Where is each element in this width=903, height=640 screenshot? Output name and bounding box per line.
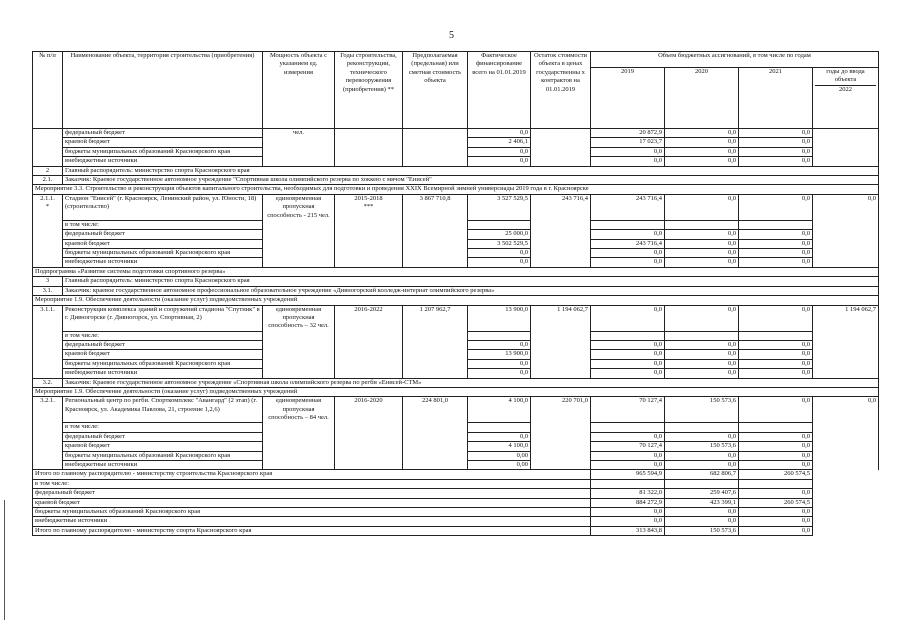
cell-2019: 313 843,8 xyxy=(591,526,665,535)
object-remaining: 220 701,0 xyxy=(531,397,591,470)
cell-2020: 150 573,6 xyxy=(665,526,739,535)
section-row xyxy=(33,277,879,286)
object-years: 2016-2022 xyxy=(335,305,403,378)
object-number: 3.1.1. xyxy=(33,305,63,378)
cell-2020 xyxy=(665,479,739,488)
section-title: Главный распорядитель: министерство спорта Красноярского края xyxy=(63,277,879,286)
object-row xyxy=(33,305,879,331)
cell-actual: 0,0 xyxy=(468,258,531,267)
cell-2019: 0,0 xyxy=(591,249,665,258)
section-number: 2 xyxy=(33,166,63,175)
cell-2020: 0,0 xyxy=(665,451,739,460)
section-number: 3.2. xyxy=(33,378,63,387)
cell-2021: 0,0 xyxy=(739,359,813,368)
cell-2020: 0,0 xyxy=(665,239,739,248)
cell-2020: 0,0 xyxy=(665,305,739,331)
object-number-text: 2.1.1. xyxy=(40,194,55,202)
row-label: федеральный бюджет xyxy=(63,340,263,349)
binding-margin-line xyxy=(4,500,5,620)
object-capacity: единовременная пропускная способность - 215 чел. xyxy=(263,194,335,267)
object-cost: 1 207 962,7 xyxy=(403,305,468,378)
row-label: внебюджетные источники xyxy=(63,258,263,267)
header-year-2022: 2022 xyxy=(839,85,852,93)
cell-2020: 0,0 xyxy=(665,359,739,368)
cell-2021: 0,0 xyxy=(739,508,813,517)
section-row xyxy=(33,166,879,175)
object-cost: 3 867 710,8 xyxy=(403,194,468,267)
object-years-text: 2015-2018 xyxy=(354,194,383,202)
measure-title: Мероприятие 1.9. Обеспечение деятельности (оказание услуг) подведомственных учреждений xyxy=(33,296,879,305)
cell-2020: 0,0 xyxy=(665,258,739,267)
section-row xyxy=(33,286,879,295)
row-label: в том числе: xyxy=(63,331,263,340)
totals-row xyxy=(33,489,879,498)
budget-allocation-table xyxy=(32,51,879,536)
cell-2019 xyxy=(591,423,665,432)
measure-row xyxy=(33,296,879,305)
cell-2021: 0,0 xyxy=(739,442,813,451)
object-capacity: единовременная пропускная способность – 32 чел. xyxy=(263,305,335,378)
cell-actual: 2 406,1 xyxy=(468,138,531,147)
row-label: бюджеты муниципальных образований Красноярского края xyxy=(63,147,263,156)
cell-2021: 0,0 xyxy=(739,157,813,166)
cell-2019 xyxy=(591,331,665,340)
cell-2019: 70 127,4 xyxy=(591,397,665,423)
row-label: краевой бюджет xyxy=(63,239,263,248)
row-label: краевой бюджет xyxy=(63,350,263,359)
object-cost: 224 801,0 xyxy=(403,397,468,470)
section-number: 3 xyxy=(33,277,63,286)
cell-actual: 3 527 529,5 xyxy=(468,194,531,220)
table-header-row xyxy=(33,52,879,68)
cell-2021: 0,0 xyxy=(739,451,813,460)
section-title: Заказчик: краевое государственное автономное профессиональное образовательное учреждение «Дивногорский колледж-интернат олимпийского резерва» xyxy=(63,286,879,295)
cell-2019: 0,0 xyxy=(591,340,665,349)
section-number: 2.1. xyxy=(33,176,63,185)
section-row xyxy=(33,176,879,185)
cell-2019: 20 872,9 xyxy=(591,129,665,138)
cell-2021: 0,0 xyxy=(739,305,813,331)
object-number xyxy=(33,194,63,267)
measure-row xyxy=(33,185,879,194)
row-label: в том числе: xyxy=(63,423,263,432)
cell-actual: 0,0 xyxy=(468,129,531,138)
cell-2020: 0,0 xyxy=(665,138,739,147)
cell-2021: 0,0 xyxy=(739,350,813,359)
totals-row xyxy=(33,526,879,535)
cell-2021: 0,0 xyxy=(739,138,813,147)
cell-2019: 0,0 xyxy=(591,230,665,239)
cell-2022: 0,0 xyxy=(813,397,879,470)
measure-title: Мероприятие 3.3. Строительство и реконструкция объектов капитального строительства, необходимых для подготовки и проведения XXIX Всемирной зимней универсиады 2019 года в г. Красноярске xyxy=(33,185,879,194)
cell-2020 xyxy=(665,423,739,432)
cell-actual: 0,0 xyxy=(468,249,531,258)
measure-row xyxy=(33,387,879,396)
cell-2022: 0,0 xyxy=(813,194,879,267)
cell-2019: 884 272,9 xyxy=(591,498,665,507)
cell-2020: 150 573,6 xyxy=(665,397,739,423)
header-years: Годы строительства, реконструкции, технического перевооружения (приобретения) ** xyxy=(335,52,403,129)
row-label: в том числе: xyxy=(63,220,263,229)
header-number: № п/п xyxy=(33,52,63,129)
cell-actual: 25 000,0 xyxy=(468,230,531,239)
budget-table-sheet xyxy=(32,51,878,536)
measure-title: Мероприятие 1.9. Обеспечение деятельности (оказание услуг) подведомственных учреждений xyxy=(33,387,879,396)
cell-actual: 0,0 xyxy=(468,157,531,166)
object-remaining: 243 716,4 xyxy=(531,194,591,267)
table-row xyxy=(33,129,879,138)
cell-actual: 0,0 xyxy=(468,432,531,441)
cell-2021: 0,0 xyxy=(739,129,813,138)
totals-row xyxy=(33,498,879,507)
cell-actual: 4 100,0 xyxy=(468,442,531,451)
object-row xyxy=(33,397,879,423)
cell-2019: 0,0 xyxy=(591,350,665,359)
cell-2021 xyxy=(739,220,813,229)
cell-2021: 0,0 xyxy=(739,489,813,498)
cell-2020: 259 407,6 xyxy=(665,489,739,498)
cell-2019: 0,0 xyxy=(591,359,665,368)
cell-2021: 0,0 xyxy=(739,258,813,267)
cell-actual: 0,00 xyxy=(468,451,531,460)
cell-2021: 0,0 xyxy=(739,230,813,239)
cell-2019: 243 716,4 xyxy=(591,239,665,248)
totals-row xyxy=(33,470,879,479)
cell-2019: 0,0 xyxy=(591,432,665,441)
cell-actual: 0,00 xyxy=(468,460,531,469)
cell-2019: 0,0 xyxy=(591,508,665,517)
row-label: федеральный бюджет xyxy=(63,129,263,138)
cell-2020: 423 399,1 xyxy=(665,498,739,507)
header-remaining-cost: Остаток стоимости объекта в ценах государственны х контрактов на 01.01.2019 xyxy=(531,52,591,129)
cell-2020: 0,0 xyxy=(665,230,739,239)
object-years xyxy=(335,194,403,267)
cell-actual xyxy=(468,331,531,340)
row-label: федеральный бюджет xyxy=(63,230,263,239)
totals-row xyxy=(33,508,879,517)
cell-2019: 0,0 xyxy=(591,147,665,156)
object-name: Реконструкция комплекса зданий и сооружений стадиона "Спутник" в г. Дивногорске (г. Дивногорск, ул. Спортивная, 2) xyxy=(63,305,263,331)
cell-2021: 0,0 xyxy=(739,194,813,220)
cell-2021: 0,0 xyxy=(739,526,813,535)
cell-2020: 0,0 xyxy=(665,129,739,138)
cell-2019: 70 127,4 xyxy=(591,442,665,451)
row-label: внебюджетные источники xyxy=(63,369,263,378)
cell-2020: 0,0 xyxy=(665,460,739,469)
cell-2020: 0,0 xyxy=(665,147,739,156)
cell-2021: 0,0 xyxy=(739,340,813,349)
header-capacity: Мощность объекта с указанием ед. измерения xyxy=(263,52,335,129)
totals-row xyxy=(33,479,879,488)
subprogram-row xyxy=(33,267,879,276)
row-label: внебюджетные источники xyxy=(63,157,263,166)
object-years: 2016-2020 xyxy=(335,397,403,470)
row-label: бюджеты муниципальных образований Красноярского края xyxy=(63,451,263,460)
header-year-2021: 2021 xyxy=(739,68,813,129)
cell-actual: 3 502 529,5 xyxy=(468,239,531,248)
object-remaining: 1 194 062,7 xyxy=(531,305,591,378)
cell-2021: 0,0 xyxy=(739,460,813,469)
cell-2020 xyxy=(665,220,739,229)
cell-2020: 682 806,7 xyxy=(665,470,739,479)
cell-2019: 0,0 xyxy=(591,157,665,166)
cell-2019 xyxy=(591,220,665,229)
totals-label: внебюджетные источники xyxy=(33,517,591,526)
cell-actual: 0,0 xyxy=(468,147,531,156)
cell-2019: 0,0 xyxy=(591,460,665,469)
header-years-until-commissioning xyxy=(813,68,879,129)
object-name: Региональный центр по регби. Спорткомплекс "Авангард" (2 этап) (г. Красноярск, ул. Академика Павлова, 21, строение 1,2,6) xyxy=(63,397,263,423)
header-year-2020: 2020 xyxy=(665,68,739,129)
object-capacity: единовременная пропускная способность – 84 чел. xyxy=(263,397,335,470)
cell-2021: 0,0 xyxy=(739,249,813,258)
cell-2019: 0,0 xyxy=(591,369,665,378)
subprogram-title: Подпрограмма «Развитие системы подготовки спортивного резерва» xyxy=(33,267,879,276)
cell-2021: 260 574,5 xyxy=(739,498,813,507)
cell-2020: 0,0 xyxy=(665,508,739,517)
object-footnote-mark: * xyxy=(45,203,50,211)
section-title: Заказчик: Краевое государственное автономное учреждение «Спортивная школа олимпийского резерва по регби «Енисей-СТМ» xyxy=(63,378,879,387)
object-number: 3.2.1. xyxy=(33,397,63,470)
header-estimated-cost: Предполагаемая (предельная) или сметная стоимость объекта xyxy=(403,52,468,129)
row-label: краевой бюджет xyxy=(63,442,263,451)
row-label: бюджеты муниципальных образований Красноярского края xyxy=(63,249,263,258)
header-object-name: Наименование объекта, территория строительства (приобретения) xyxy=(63,52,263,129)
cell-actual: 13 900,0 xyxy=(468,305,531,331)
object-years-note: *** xyxy=(363,203,374,211)
cell-2019: 0,0 xyxy=(591,258,665,267)
row-label: краевой бюджет xyxy=(63,138,263,147)
cell-actual: 0,0 xyxy=(468,359,531,368)
cell-2021: 0,0 xyxy=(739,517,813,526)
cell-2020: 0,0 xyxy=(665,340,739,349)
row-capacity: чел. xyxy=(263,129,335,167)
cell-2021: 0,0 xyxy=(739,432,813,441)
row-label: внебюджетные источники xyxy=(63,460,263,469)
section-number: 3.1. xyxy=(33,286,63,295)
cell-2020: 0,0 xyxy=(665,350,739,359)
cell-2020: 0,0 xyxy=(665,369,739,378)
cell-actual: 13 900,0 xyxy=(468,350,531,359)
cell-2021: 0,0 xyxy=(739,239,813,248)
cell-2021 xyxy=(739,423,813,432)
cell-2019: 0,0 xyxy=(591,517,665,526)
totals-label: бюджеты муниципальных образований Красноярского края xyxy=(33,508,591,517)
header-actual-financing: Фактическое финансирование всего на 01.01.2019 xyxy=(468,52,531,129)
cell-2019: 17 023,7 xyxy=(591,138,665,147)
cell-2022: 1 194 062,7 xyxy=(813,305,879,378)
totals-row xyxy=(33,517,879,526)
cell-2019: 0,0 xyxy=(591,305,665,331)
header-years-until-label: годы до ввода объекта xyxy=(815,68,876,86)
cell-2021: 0,0 xyxy=(739,397,813,423)
row-label: федеральный бюджет xyxy=(63,432,263,441)
cell-2020: 0,0 xyxy=(665,432,739,441)
object-row xyxy=(33,194,879,220)
cell-2020: 0,0 xyxy=(665,249,739,258)
cell-actual xyxy=(468,220,531,229)
section-row xyxy=(33,378,879,387)
cell-actual: 4 100,0 xyxy=(468,397,531,423)
cell-2019: 0,0 xyxy=(591,451,665,460)
cell-2021 xyxy=(739,331,813,340)
cell-2020: 0,0 xyxy=(665,517,739,526)
row-label: бюджеты муниципальных образований Красноярского края xyxy=(63,359,263,368)
cell-2019: 81 322,0 xyxy=(591,489,665,498)
totals-label: федеральный бюджет xyxy=(33,489,591,498)
cell-2021: 0,0 xyxy=(739,147,813,156)
totals-label: в том числе: xyxy=(33,479,591,488)
cell-2020 xyxy=(665,331,739,340)
cell-2020: 0,0 xyxy=(665,157,739,166)
section-title: Заказчик: Краевое государственное автономное учреждение "Спортивная школа олимпийского резерва по хоккею с мячом "Енисей" xyxy=(63,176,879,185)
header-budget-allocations: Объем бюджетных ассигнований, в том числе по годам xyxy=(591,52,879,68)
cell-actual: 0,0 xyxy=(468,340,531,349)
cell-2021: 260 574,5 xyxy=(739,470,813,479)
cell-2019 xyxy=(591,479,665,488)
cell-2019: 965 594,9 xyxy=(591,470,665,479)
totals-label: Итого по главному распорядителю - министерству строительства Красноярского края xyxy=(33,470,591,479)
totals-label: краевой бюджет xyxy=(33,498,591,507)
cell-2020: 150 573,6 xyxy=(665,442,739,451)
cell-actual: 0,0 xyxy=(468,369,531,378)
cell-2020: 0,0 xyxy=(665,194,739,220)
cell-2019: 243 716,4 xyxy=(591,194,665,220)
totals-label: Итого по главному распорядителю - министерству спорта Красноярского края xyxy=(33,526,591,535)
cell-actual xyxy=(468,423,531,432)
cell-2021: 0,0 xyxy=(739,369,813,378)
section-title: Главный распорядитель: министерство спорта Красноярского края xyxy=(63,166,879,175)
cell-2021 xyxy=(739,479,813,488)
page-number: 5 xyxy=(449,30,454,41)
header-year-2019: 2019 xyxy=(591,68,665,129)
object-name: Стадион "Енисей" (г. Красноярск, Ленинский район, ул. Юности, 18) (строительство) xyxy=(63,194,263,220)
